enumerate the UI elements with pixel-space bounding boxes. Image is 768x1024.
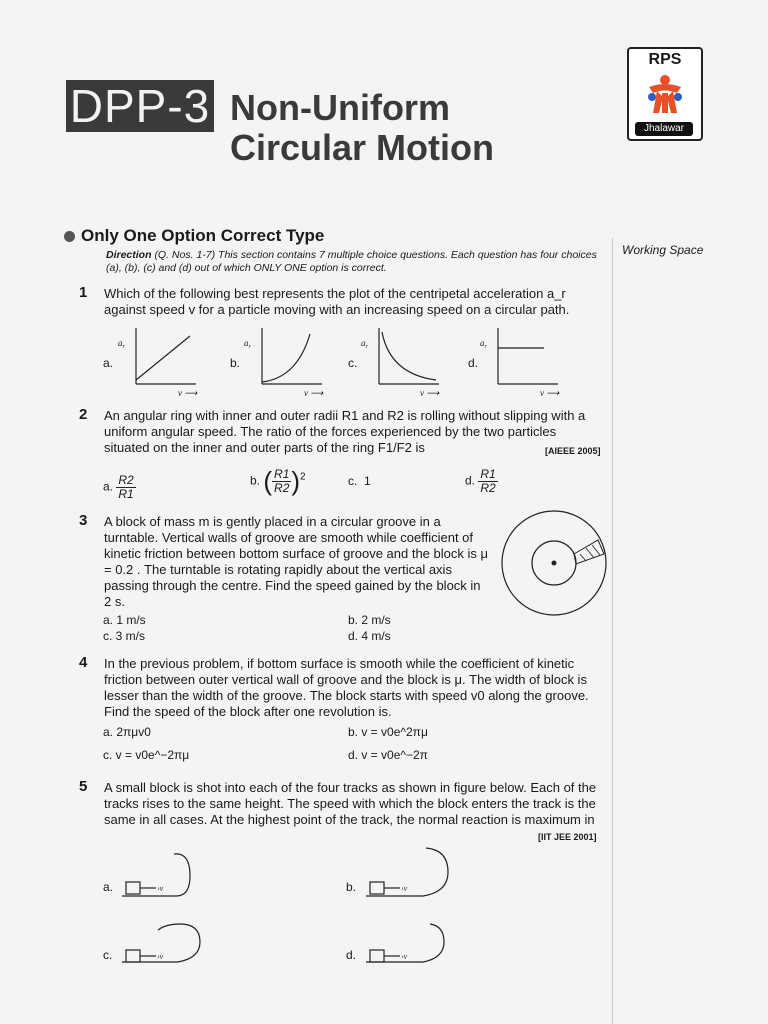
q2-option-b: b. ( $\frac{R1}{R2}$ )$^2$ [250,466,306,496]
q1-option-c: c. [348,356,358,370]
section-heading-text: Only One Option Correct Type [81,226,325,245]
q2-b-denominator: R2 [274,481,290,495]
q2-b-numerator: R1 [274,467,290,481]
q5-a-track [122,854,190,896]
section-heading [64,226,324,246]
title-line-2: Circular Motion [230,127,495,168]
q2-option-c-value: 1 [364,474,371,488]
q1-graph-c-curve [382,332,436,380]
q2-option-a-label: a. [103,479,114,494]
q4-option-d: d. v = v0e^−2π [348,748,428,762]
q5-a-vlabel: ›v [157,884,164,893]
q5-b-vlabel: ›v [401,884,408,893]
rps-logo [627,47,703,141]
q5-option-d: d. [346,948,357,962]
q5-option-a: a. [103,880,114,894]
q2-option-d-fraction [478,468,497,495]
page-title [230,88,494,168]
q2-option-c-label: c. [348,474,358,488]
q1-text: Which of the following best represents the plot of the centripetal acceleration a_r against speed v for a particle moving with an increasing speed on a circular path. [104,286,570,317]
q1-graph-b-curve [262,334,310,382]
q5-option-c: c. [103,948,113,962]
q1-graph-a-curve [136,336,190,380]
q4-option-a: a. 2πμv0 [103,725,151,739]
center-dot [552,561,557,566]
q1-d-xlabel: v ⟶ [540,388,560,398]
q1-d-ylabel: $a_r$ [480,338,487,350]
q2-option-c [348,474,371,488]
q2-text: An angular ring with inner and outer radii R1 and R2 is rolling without slipping with a uniform angular speed. The ratio of the forces experienced by the two particles situated on the inner and outer parts of the ring F1/F2 is [104,408,586,455]
q2-option-b-label: b. [250,473,261,488]
q2-d-denominator: R2 [480,481,496,495]
direction-label: Direction [106,249,152,261]
logo-figures-icon [643,71,687,115]
q3-number: 3 [79,512,88,529]
q5-tag: [IIT JEE 2001] [538,832,597,842]
q1-option-a: a. [103,356,114,370]
q1-graph-c-axes [379,328,439,384]
q1-number: 1 [79,284,88,301]
q2-a-denominator: R1 [118,487,134,501]
q1-c-ylabel: $a_r$ [361,338,368,350]
q2-option-d-label: d. [465,473,476,488]
q2-b-power: 2 [300,471,306,483]
q1-option-d: d. [468,356,479,370]
q2-option-a-fraction [116,474,135,501]
q4-number: 4 [79,654,88,671]
q1-c-xlabel: v ⟶ [420,388,440,398]
q5-b-block [370,882,384,894]
q5-tracks-figure [118,846,468,966]
q1-graph-d-axes [498,328,558,384]
q3-turntable-figure [500,508,610,618]
q1-option-b: b. [230,356,241,370]
q5-d-block [370,950,384,962]
q4-text: In the previous problem, if bottom surface is smooth while the coefficient of kinetic friction between outer vertical wall of groove and the block is μ. The width of block is lesser than the width of the groove. The block starts with speed v0 along the groove. Find the speed of the block after one revolution is. [104,656,589,719]
q1-graph-b-axes [262,328,322,384]
q1-a-ylabel: $a_r$ [118,338,125,350]
q2-d-numerator: R1 [480,467,496,481]
q5-a-block [126,882,140,894]
q3-option-b: b. 2 m/s [348,613,391,627]
q5-c-vlabel: ›v [157,952,164,961]
q5-option-b: b. [346,880,357,894]
q2-option-d [465,468,498,495]
logo-bottom-text: Jhalawar [635,122,693,136]
direction-body: (Q. Nos. 1-7) This section contains 7 multiple choice questions. Each question has four choices (a), (b), (c) and (d) out of which ONLY ONE option is correct. [106,249,597,274]
q1-b-xlabel: v ⟶ [304,388,324,398]
q1-graphs [112,322,612,402]
working-space-label: Working Space [622,243,704,257]
q2-number: 2 [79,406,88,423]
q3-option-d: d. 4 m/s [348,629,391,643]
q1-a-xlabel: v ⟶ [178,388,198,398]
q3-option-a: a. 1 m/s [103,613,146,627]
q2-option-a [103,474,136,501]
working-space-divider [612,238,613,1024]
q4-option-b: b. v = v0e^2πμ [348,725,428,739]
dpp-label: DPP-3 [66,80,214,132]
q2-option-b-fraction [272,468,291,495]
title-line-1: Non-Uniform [230,87,450,128]
bullet-icon [64,231,75,242]
q3-text: A block of mass m is gently placed in a circular groove in a turntable. Vertical walls of groove are smooth while coefficient of kinetic friction between bottom surface of groove and the block is μ = 0.2 . The turntable is rotating rapidly about the vertical axis passing through the centre. Find the speed gained by the block in 2 s. [104,514,488,609]
q5-text: A small block is shot into each of the four tracks as shown in figure below. Each of the tracks rises to the same height. The speed with which the block enters the track is the same in all cases. At the highest point of the track, the normal reaction is maximum in [104,780,597,827]
q1-b-ylabel: $a_r$ [244,338,251,350]
q5-number: 5 [79,778,88,795]
direction-text [106,249,606,275]
q2-tag: [AIEEE 2005] [545,446,601,456]
q3-option-c: c. 3 m/s [103,629,146,643]
q2-a-numerator: R2 [118,473,134,487]
q5-d-vlabel: ›v [401,952,408,961]
q4-option-c: c. v = v0e^−2πμ [103,748,190,762]
q5-c-block [126,950,140,962]
logo-top-text: RPS [648,51,682,68]
